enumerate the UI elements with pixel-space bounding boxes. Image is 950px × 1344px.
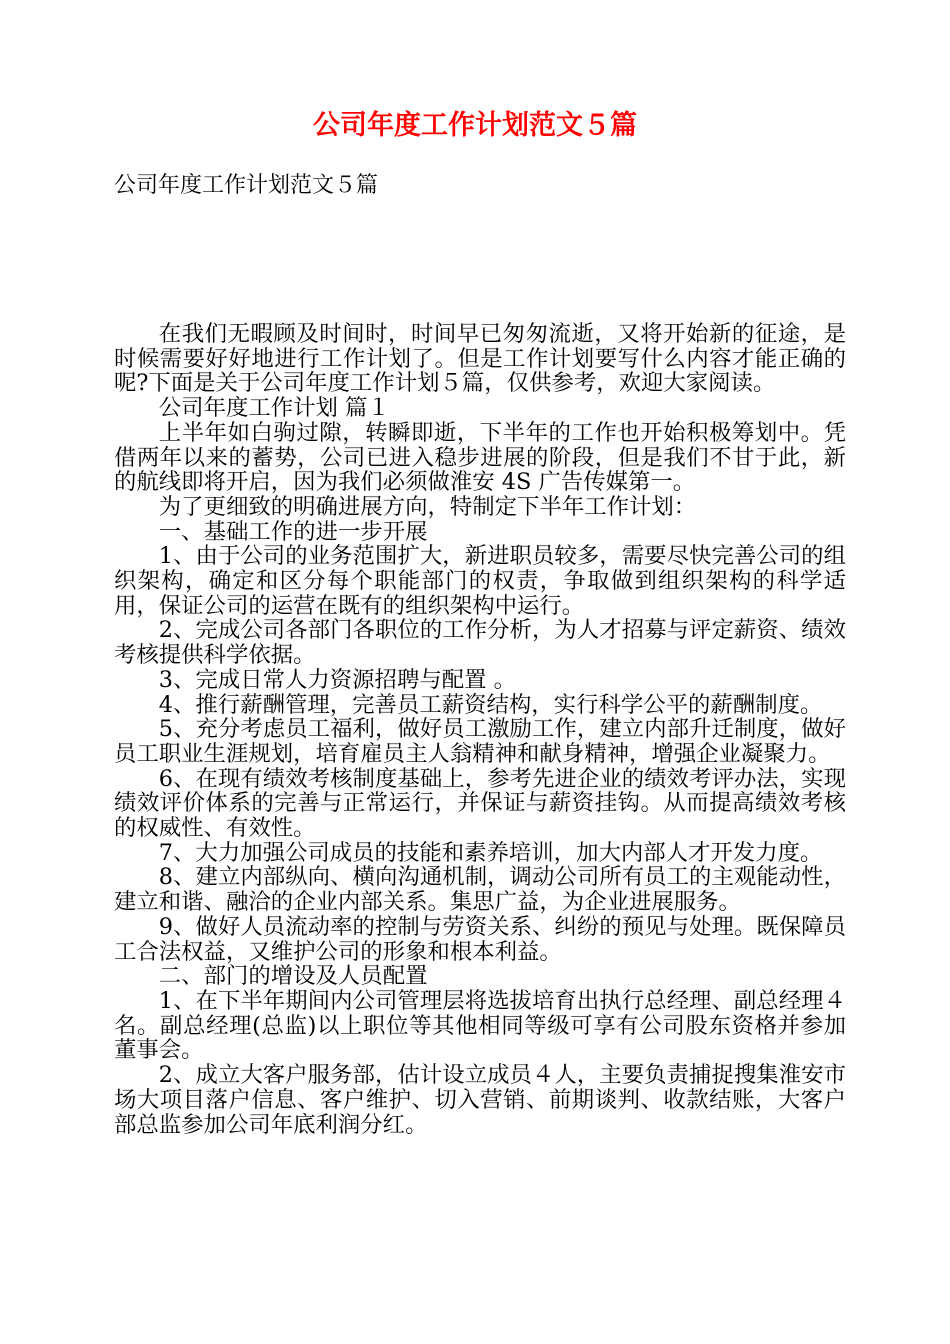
document-subtitle: 公司年度工作计划范文５篇: [114, 173, 379, 198]
section-heading-plan-1: 公司年度工作计划 篇１: [158, 395, 390, 422]
list-item: 3、完成日常人力资源招聘与配置 。: [158, 666, 517, 693]
document-title: 公司年度工作计划范文５篇: [313, 110, 637, 141]
section-heading: 一、基础工作的进一步开展: [158, 518, 428, 545]
list-item: 6、在现有绩效考核制度基础上，参考先进企业的绩效考评办法，实现绩效评价体系的完善与正常运行，并保证与薪资挂钩。从而提高绩效考核的权威性、有效性。: [114, 765, 846, 842]
list-item: 8、建立内部纵向、横向沟通机制，调动公司所有员工的主观能动性，建立和谐、融洽的企业内部关系。集思广益，为企业进展服务。: [114, 864, 846, 916]
intro-paragraph: 在我们无暇顾及时间时，时间早已匆匆流逝，又将开始新的征途，是时候需要好好地进行工作计划了。但是工作计划要写什么内容才能正确的呢?下面是关于公司年度工作计划５篇，仅供参考，欢迎大家阅读。: [114, 321, 846, 397]
list-item: 1、在下半年期间内公司管理层将选拔培育出执行总经理、副总经理４名。副总经理(总监)以上职位等其他相同等级可享有公司股东资格并参加董事会。: [114, 987, 846, 1064]
list-item: 2、成立大客户服务部，估计设立成员４人，主要负责捕捉搜集淮安市场大项目落户信息、客户维护、切入营销、前期谈判、收款结账，大客户部总监参加公司年底利润分红。: [114, 1062, 846, 1138]
list-item: 1、由于公司的业务范围扩大，新进职员较多，需要尽快完善公司的组织架构，确定和区分每个职能部门的权责，争取做到组织架构的科学适用，保证公司的运营在既有的组织架构中运行。: [114, 543, 846, 619]
list-item: 7、大力加强公司成员的技能和素养培训，加大内部人才开发力度。: [158, 839, 823, 866]
list-item: 9、做好人员流动率的控制与劳资关系、纠纷的预见与处理。既保障员工合法权益，又维护公司的形象和根本利益。: [114, 913, 846, 965]
body-paragraph: 为了更细致的明确进展方向，特制定下半年工作计划：: [158, 493, 697, 520]
list-item: 4、推行薪酬管理，完善员工薪资结构，实行科学公平的薪酬制度。: [158, 691, 823, 718]
list-item: 2、完成公司各部门各职位的工作分析，为人才招募与评定薪资、绩效考核提供科学依据。: [114, 617, 846, 669]
section-heading: 二、部门的增设及人员配置: [158, 963, 428, 990]
list-item: 5、充分考虑员工福利，做好员工激励工作，建立内部升迁制度，做好员工职业生涯规划，培育雇员主人翁精神和献身精神，增强企业凝聚力。: [114, 716, 846, 767]
document-body: [114, 322, 846, 1137]
body-paragraph: 上半年如白驹过隙，转瞬即逝，下半年的工作也开始积极筹划中。凭借两年以来的蓄势，公司已进入稳步进展的阶段，但是我们不甘于此，新的航线即将开启，因为我们必须做淮安 4S 广告传媒第一。: [114, 419, 846, 496]
